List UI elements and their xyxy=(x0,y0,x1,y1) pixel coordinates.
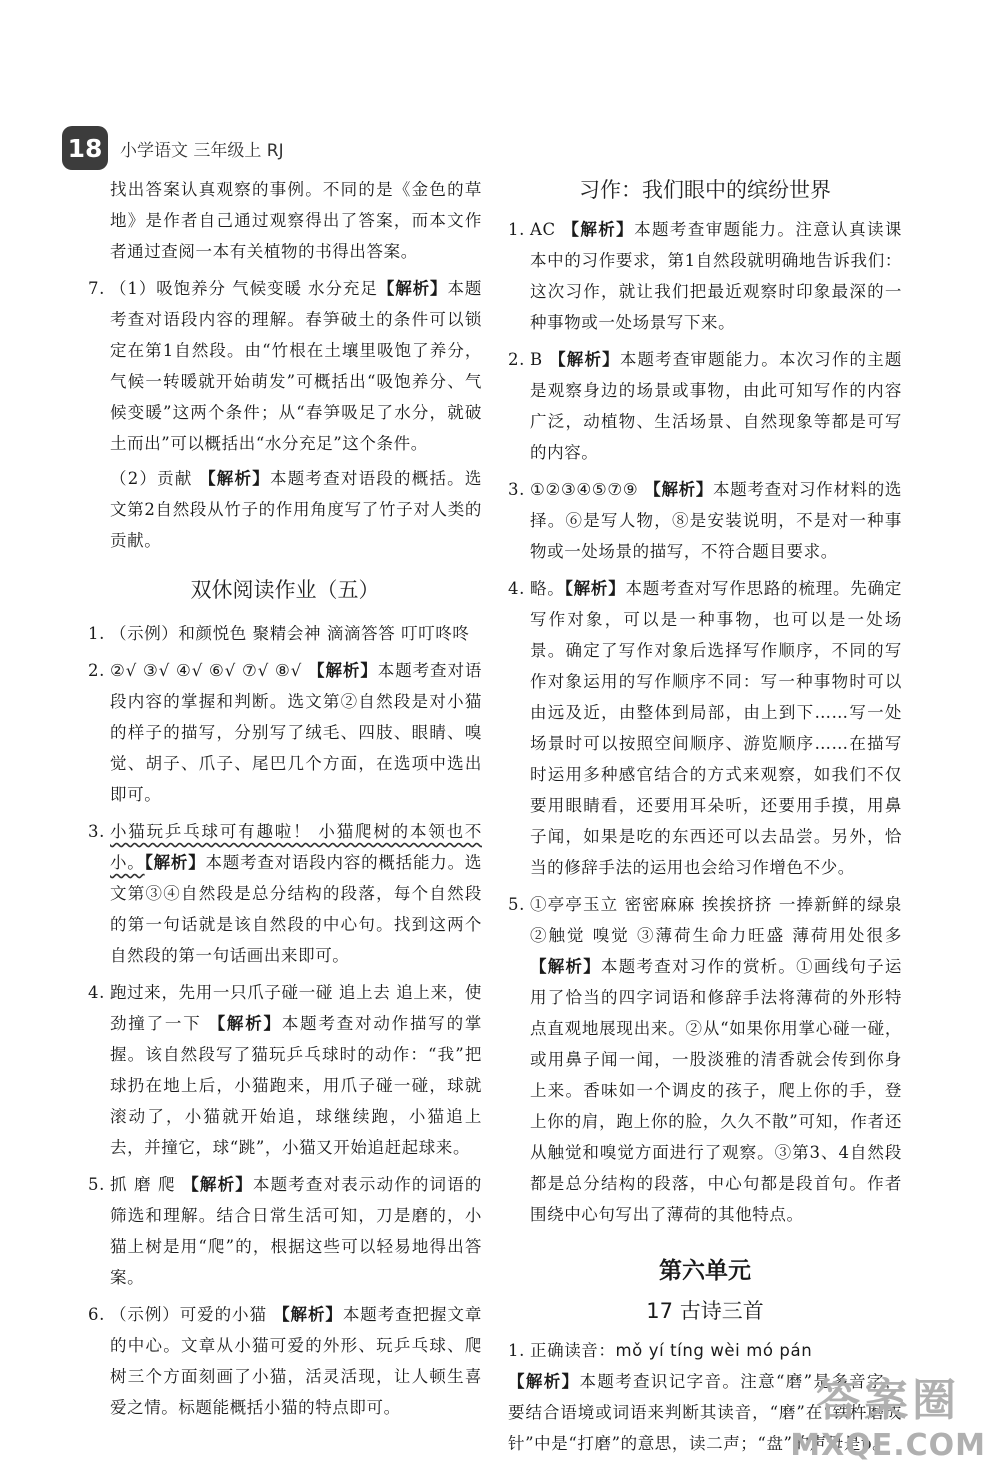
item-answer: 略。 xyxy=(530,579,565,598)
watermark-line1: 答案圈 xyxy=(816,1375,961,1426)
answer-item xyxy=(88,816,482,971)
answer-item xyxy=(88,1169,482,1293)
watermark-logo xyxy=(790,1364,986,1463)
item-number: 4. xyxy=(508,579,525,598)
item-answer: （示例）和颜悦色 聚精会神 滴滴答答 叮叮咚咚 xyxy=(110,624,470,643)
item-answer: AC xyxy=(530,220,563,239)
answer-item-7 xyxy=(88,273,482,459)
item-answer: （示例）可爱的小猫 xyxy=(110,1305,274,1324)
continued-text: 找出答案认真观察的事例。不同的是《金色的草地》是作者自己通过观察得出了答案，而本文作者通过查阅一本有关植物的书得出答案。 xyxy=(110,180,482,261)
item-analysis: 本题考查对语段的概括。选文第2自然段从竹子的作用角度写了竹子对人类的贡献。 xyxy=(110,469,482,550)
section-title: 双休阅读作业（五） xyxy=(190,578,380,602)
item-number: 2. xyxy=(88,661,105,680)
item-analysis: 本题考查对语段内容的理解。春笋破土的条件可以锁定在第1自然段。由“竹根在土壤里吸饱了养分，气候一转暖就开始萌发”可概括出“吸饱养分、气候变暖”这两个条件；从“春笋吸足了水分，就破土而出”可以概括出“水分充足”这个条件。 xyxy=(110,279,483,453)
item-analysis: 本题考查识记字音。注意“磨”是多音字，要结合语境或词语来判断其读音，“磨”在“铁杵磨成针”中是“打磨”的意思，读二声；“盘”的声母是p。 xyxy=(508,1372,902,1453)
book-title: 小学语文 三年级上 RJ xyxy=(120,140,284,161)
analysis-tag: 【解析】 xyxy=(508,1372,580,1391)
answer-item xyxy=(88,977,482,1163)
item-number: 1. xyxy=(508,220,525,239)
page-number: 18 xyxy=(62,126,108,170)
answer-item xyxy=(508,573,902,883)
item-analysis: 本题考查对动作描写的掌握。该自然段写了猫玩乒乓球时的动作：“我”把球扔在地上后，小猫跑来，用爪子碰一碰，球就滚动了，小猫就开始追，球继续跑，小猫追上去，并撞它，球“跳”，小猫又开始追赶起球来。 xyxy=(110,1014,482,1157)
analysis-tag: 【解析】 xyxy=(377,279,448,298)
watermark-line2: MXQE.COM xyxy=(790,1428,986,1463)
item-analysis: 本题考查审题能力。注意认真读课本中的习作要求，第1自然段就明确地告诉我们：这次习作，就让我们把最近观察时印象最深的一种事物或一处场景写下来。 xyxy=(530,220,902,332)
item-analysis: 本题考查对语段内容的掌握和判断。选文第②自然段是对小猫的样子的描写，分别写了绒毛、四肢、眼睛、嗅觉、胡子、爪子、尾巴几个方面，在选项中选出即可。 xyxy=(110,661,483,804)
item-number: 4. xyxy=(88,983,105,1002)
answer-item-7-part2 xyxy=(88,463,482,556)
left-column xyxy=(88,174,482,1423)
item-number: 7. xyxy=(88,279,105,298)
item-analysis: 本题考查对习作材料的选择。⑥是写人物，⑧是安装说明，不是对一种事物或一处场景的描写，不符合题目要求。 xyxy=(530,480,902,561)
analysis-tag: 【解析】 xyxy=(199,469,270,488)
answer-item xyxy=(508,1335,902,1366)
answer-item xyxy=(508,889,902,1230)
item-number: 3. xyxy=(508,480,525,499)
unit-title: 第六单元 xyxy=(659,1258,751,1284)
analysis-tag: 【解析】 xyxy=(644,480,714,499)
item-analysis: 本题考查对表示动作的词语的筛选和理解。结合日常生活可知，刀是磨的，小猫上树是用“爬”的，根据这些可以轻易地得出答案。 xyxy=(110,1175,482,1287)
item-answer: 小猫玩乒乓球可有趣啦！ 小猫爬树的本领也不小。 xyxy=(110,822,482,872)
answer-item xyxy=(88,1299,482,1423)
item-number: 5. xyxy=(88,1175,105,1194)
item-number: 2. xyxy=(508,350,525,369)
item-answer: 正确读音：mǒ yí tíng wèi mó pán xyxy=(530,1341,813,1360)
lesson-title: 17 古诗三首 xyxy=(646,1299,764,1323)
analysis-tag: 【解析】 xyxy=(564,579,626,598)
item-analysis: 本题考查对习作的赏析。①画线句子运用了恰当的四字词语和修辞手法将薄荷的外形特点直观地展现出来。②从“如果你用掌心碰一碰，或用鼻子闻一闻，一股淡雅的清香就会传到你身上来。香味如一个调皮的孩子，爬上你的手，登上你的肩，跑上你的脸，久久不散”可知，作者还从触觉和嗅觉方面进行了观察。③第3、4自然段都是总分结构的段落，中心句都是段首句。作者围绕中心句写出了薄荷的其他特点。 xyxy=(530,957,902,1224)
analysis-tag: 【解析】 xyxy=(549,350,620,369)
item-number: 1. xyxy=(88,624,105,643)
item-number: 3. xyxy=(88,822,105,841)
item-answer: 抓 磨 爬 xyxy=(110,1175,183,1194)
page-header xyxy=(62,126,284,170)
item-answer: B xyxy=(530,350,550,369)
answer-item xyxy=(88,618,482,649)
item-analysis: 本题考查对语段内容的概括能力。选文第③④自然段是总分结构的段落，每个自然段的第一句话就是该自然段的中心句。找到这两个自然段的第一句话画出来即可。 xyxy=(110,853,482,965)
item-analysis: 本题考查把握文章的中心。文章从小猫可爱的外形、玩乒乓球、爬树三个方面刻画了小猫，活灵活现，让人顿生喜爱之情。标题能概括小猫的特点即可。 xyxy=(110,1305,482,1417)
item-answer: （1）吸饱养分 气候变暖 水分充足 xyxy=(110,279,378,298)
item-answer: 跑过来，先用一只爪子碰一碰 追上去 追上来，使劲撞了一下 xyxy=(110,983,482,1033)
answer-item xyxy=(508,214,902,338)
item-number: 6. xyxy=(88,1305,105,1324)
analysis-tag: 【解析】 xyxy=(273,1305,343,1324)
item-answer: ②√ ③√ ④√ ⑥√ ⑦√ ⑧√ xyxy=(110,661,309,680)
item-answer: ①②③④⑤⑦⑨ xyxy=(530,480,645,499)
analysis-tag: 【解析】 xyxy=(144,853,206,872)
analysis-tag: 【解析】 xyxy=(182,1175,253,1194)
analysis-tag: 【解析】 xyxy=(562,220,635,239)
item-analysis: 本题考查审题能力。本次习作的主题是观察身边的场景或事物，由此可知写作的内容广泛，动植物、生活场景、自然现象等都是可写的内容。 xyxy=(530,350,902,462)
analysis-tag: 【解析】 xyxy=(530,957,601,976)
item-analysis: 本题考查对写作思路的梳理。先确定写作对象，可以是一种事物，也可以是一处场景。确定了写作对象后选择写作顺序，不同的写作对象运用的写作顺序不同：写一种事物时可以由远及近，由整体到局部，由上到下……写一处场景时可以按照空间顺序、游览顺序……在描写时运用多种感官结合的方式来观察，如我们不仅要用眼睛看，还要用耳朵听，还要用手摸，用鼻子闻，如果是吃的东西还可以去品尝。另外，恰当的修辞手法的运用也会给习作增色不少。 xyxy=(530,579,902,877)
analysis-tag: 【解析】 xyxy=(208,1014,282,1033)
answer-item xyxy=(88,655,482,810)
section-title: 习作：我们眼中的缤纷世界 xyxy=(579,178,831,202)
item-answer: （2）贡献 xyxy=(110,469,193,488)
answer-item xyxy=(508,344,902,468)
item-answer: ①亭亭玉立 密密麻麻 挨挨挤挤 一捧新鲜的绿泉 ②触觉 嗅觉 ③薄荷生命力旺盛 薄荷用处很多 xyxy=(530,895,902,945)
right-column xyxy=(508,174,902,1459)
answer-item xyxy=(508,474,902,567)
item-number: 5. xyxy=(508,895,525,914)
item-number: 1. xyxy=(508,1341,525,1360)
analysis-tag: 【解析】 xyxy=(308,661,378,680)
